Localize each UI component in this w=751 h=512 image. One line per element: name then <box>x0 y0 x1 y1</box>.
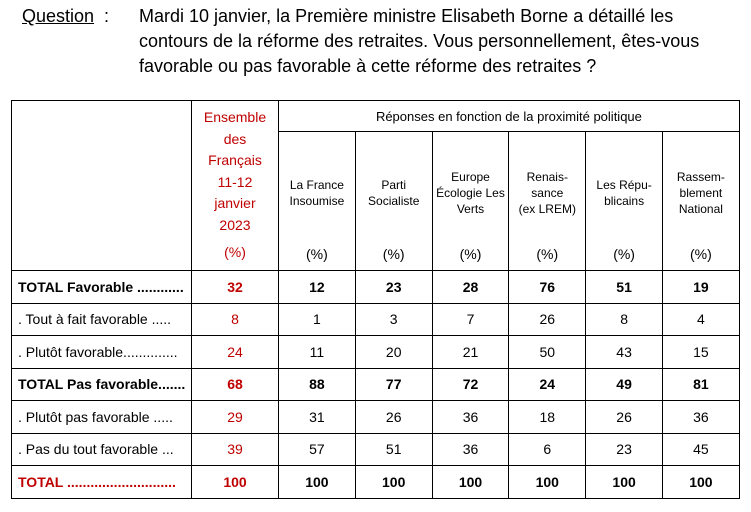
poll-results-table <box>11 100 740 499</box>
party-value: 51 <box>355 433 432 466</box>
row-label: . Pas du tout favorable ... <box>12 433 192 466</box>
party-name-line: Écologie Les <box>436 186 505 200</box>
party-value: 18 <box>509 401 586 434</box>
party-name-line: Les Répu- <box>596 178 652 192</box>
ensemble-value: 8 <box>192 303 279 336</box>
party-value: 88 <box>279 368 356 401</box>
party-value: 26 <box>355 401 432 434</box>
party-value: 43 <box>586 336 663 369</box>
party-value: 100 <box>279 466 356 499</box>
group-title: Réponses en fonction de la proximité politique <box>279 101 740 132</box>
party-name <box>663 132 739 217</box>
table-row <box>12 433 740 466</box>
party-value: 8 <box>586 303 663 336</box>
party-value: 100 <box>355 466 432 499</box>
row-label: TOTAL Pas favorable....... <box>12 368 192 401</box>
party-unit: (%) <box>613 246 635 262</box>
ensemble-header-line: janvier <box>214 195 256 211</box>
party-value: 100 <box>432 466 509 499</box>
party-unit: (%) <box>536 246 559 262</box>
party-name-line: Parti <box>381 178 407 192</box>
party-value: 81 <box>662 368 739 401</box>
party-name-line: blement <box>679 186 723 200</box>
party-value: 21 <box>432 336 509 369</box>
table-row <box>12 466 740 499</box>
party-header <box>586 132 663 271</box>
party-header <box>432 132 509 271</box>
row-label: . Plutôt favorable.............. <box>12 336 192 369</box>
row-label: . Tout à fait favorable ..... <box>12 303 192 336</box>
party-unit: (%) <box>382 246 405 262</box>
party-unit: (%) <box>459 246 482 262</box>
party-name-line: Socialiste <box>368 194 420 208</box>
party-name-line: Rassem- <box>676 170 725 184</box>
ensemble-header-line: 11-12 <box>217 173 253 190</box>
ensemble-unit: (%) <box>224 244 246 260</box>
ensemble-value: 39 <box>192 433 279 466</box>
party-unit: (%) <box>690 246 712 262</box>
party-value: 4 <box>662 303 739 336</box>
party-value: 28 <box>432 271 509 304</box>
party-name <box>356 132 432 209</box>
party-unit: (%) <box>306 246 328 262</box>
table-row <box>12 271 740 304</box>
row-label: . Plutôt pas favorable ..... <box>12 401 192 434</box>
ensemble-header-line: des <box>223 130 247 147</box>
party-header <box>509 132 586 271</box>
party-value: 20 <box>355 336 432 369</box>
row-label: TOTAL ............................ <box>12 466 192 499</box>
party-value: 1 <box>279 303 356 336</box>
party-value: 3 <box>355 303 432 336</box>
party-value: 26 <box>509 303 586 336</box>
question-colon: : <box>104 6 110 26</box>
party-value: 72 <box>432 368 509 401</box>
party-value: 100 <box>662 466 739 499</box>
ensemble-header <box>192 101 279 271</box>
party-value: 51 <box>586 271 663 304</box>
table-row <box>12 336 740 369</box>
ensemble-value: 24 <box>192 336 279 369</box>
party-value: 100 <box>586 466 663 499</box>
party-value: 15 <box>662 336 739 369</box>
corner-cell <box>12 101 192 271</box>
party-value: 19 <box>662 271 739 304</box>
party-value: 36 <box>432 433 509 466</box>
party-name-line: sance <box>531 186 564 200</box>
party-value: 11 <box>279 336 356 369</box>
ensemble-header-line: Ensemble <box>203 109 267 125</box>
party-name <box>433 132 509 217</box>
table-row <box>12 401 740 434</box>
question-text: Mardi 10 janvier, la Première ministre Elisabeth Borne a détaillé les contours de la réforme des retraites. Vous personnellement, êtes-vous favorable ou pas favorable à cette réforme des retraites ? <box>139 6 700 76</box>
party-name-line: blicains <box>604 194 645 208</box>
party-value: 36 <box>432 401 509 434</box>
party-name <box>279 132 355 209</box>
party-value: 23 <box>355 271 432 304</box>
party-name-line: Renais- <box>526 170 568 184</box>
party-value: 6 <box>509 433 586 466</box>
party-header <box>662 132 739 271</box>
party-value: 45 <box>662 433 739 466</box>
ensemble-value: 29 <box>192 401 279 434</box>
row-label: TOTAL Favorable ............ <box>12 271 192 304</box>
party-value: 57 <box>279 433 356 466</box>
party-value: 49 <box>586 368 663 401</box>
party-name-line: Europe <box>451 170 490 184</box>
party-name-line: La France <box>289 178 344 192</box>
ensemble-value: 68 <box>192 368 279 401</box>
party-value: 12 <box>279 271 356 304</box>
ensemble-header-line: 2023 <box>219 216 251 233</box>
party-header <box>355 132 432 271</box>
table-row <box>12 303 740 336</box>
ensemble-value: 100 <box>192 466 279 499</box>
party-name <box>586 132 662 209</box>
ensemble-value: 32 <box>192 271 279 304</box>
party-value: 50 <box>509 336 586 369</box>
party-header <box>279 132 356 271</box>
party-value: 77 <box>355 368 432 401</box>
party-value: 7 <box>432 303 509 336</box>
party-name-line: National <box>678 202 723 216</box>
party-value: 26 <box>586 401 663 434</box>
party-value: 100 <box>509 466 586 499</box>
party-value: 23 <box>586 433 663 466</box>
party-value: 76 <box>509 271 586 304</box>
party-name <box>509 132 585 217</box>
party-value: 36 <box>662 401 739 434</box>
party-name-line: Insoumise <box>289 194 345 208</box>
ensemble-header-line: Français <box>208 152 262 168</box>
table-row <box>12 368 740 401</box>
party-value: 31 <box>279 401 356 434</box>
party-value: 24 <box>509 368 586 401</box>
party-name-line: (ex LREM) <box>518 202 576 216</box>
party-name-line: Verts <box>456 202 485 216</box>
question-label: Question <box>22 6 95 26</box>
